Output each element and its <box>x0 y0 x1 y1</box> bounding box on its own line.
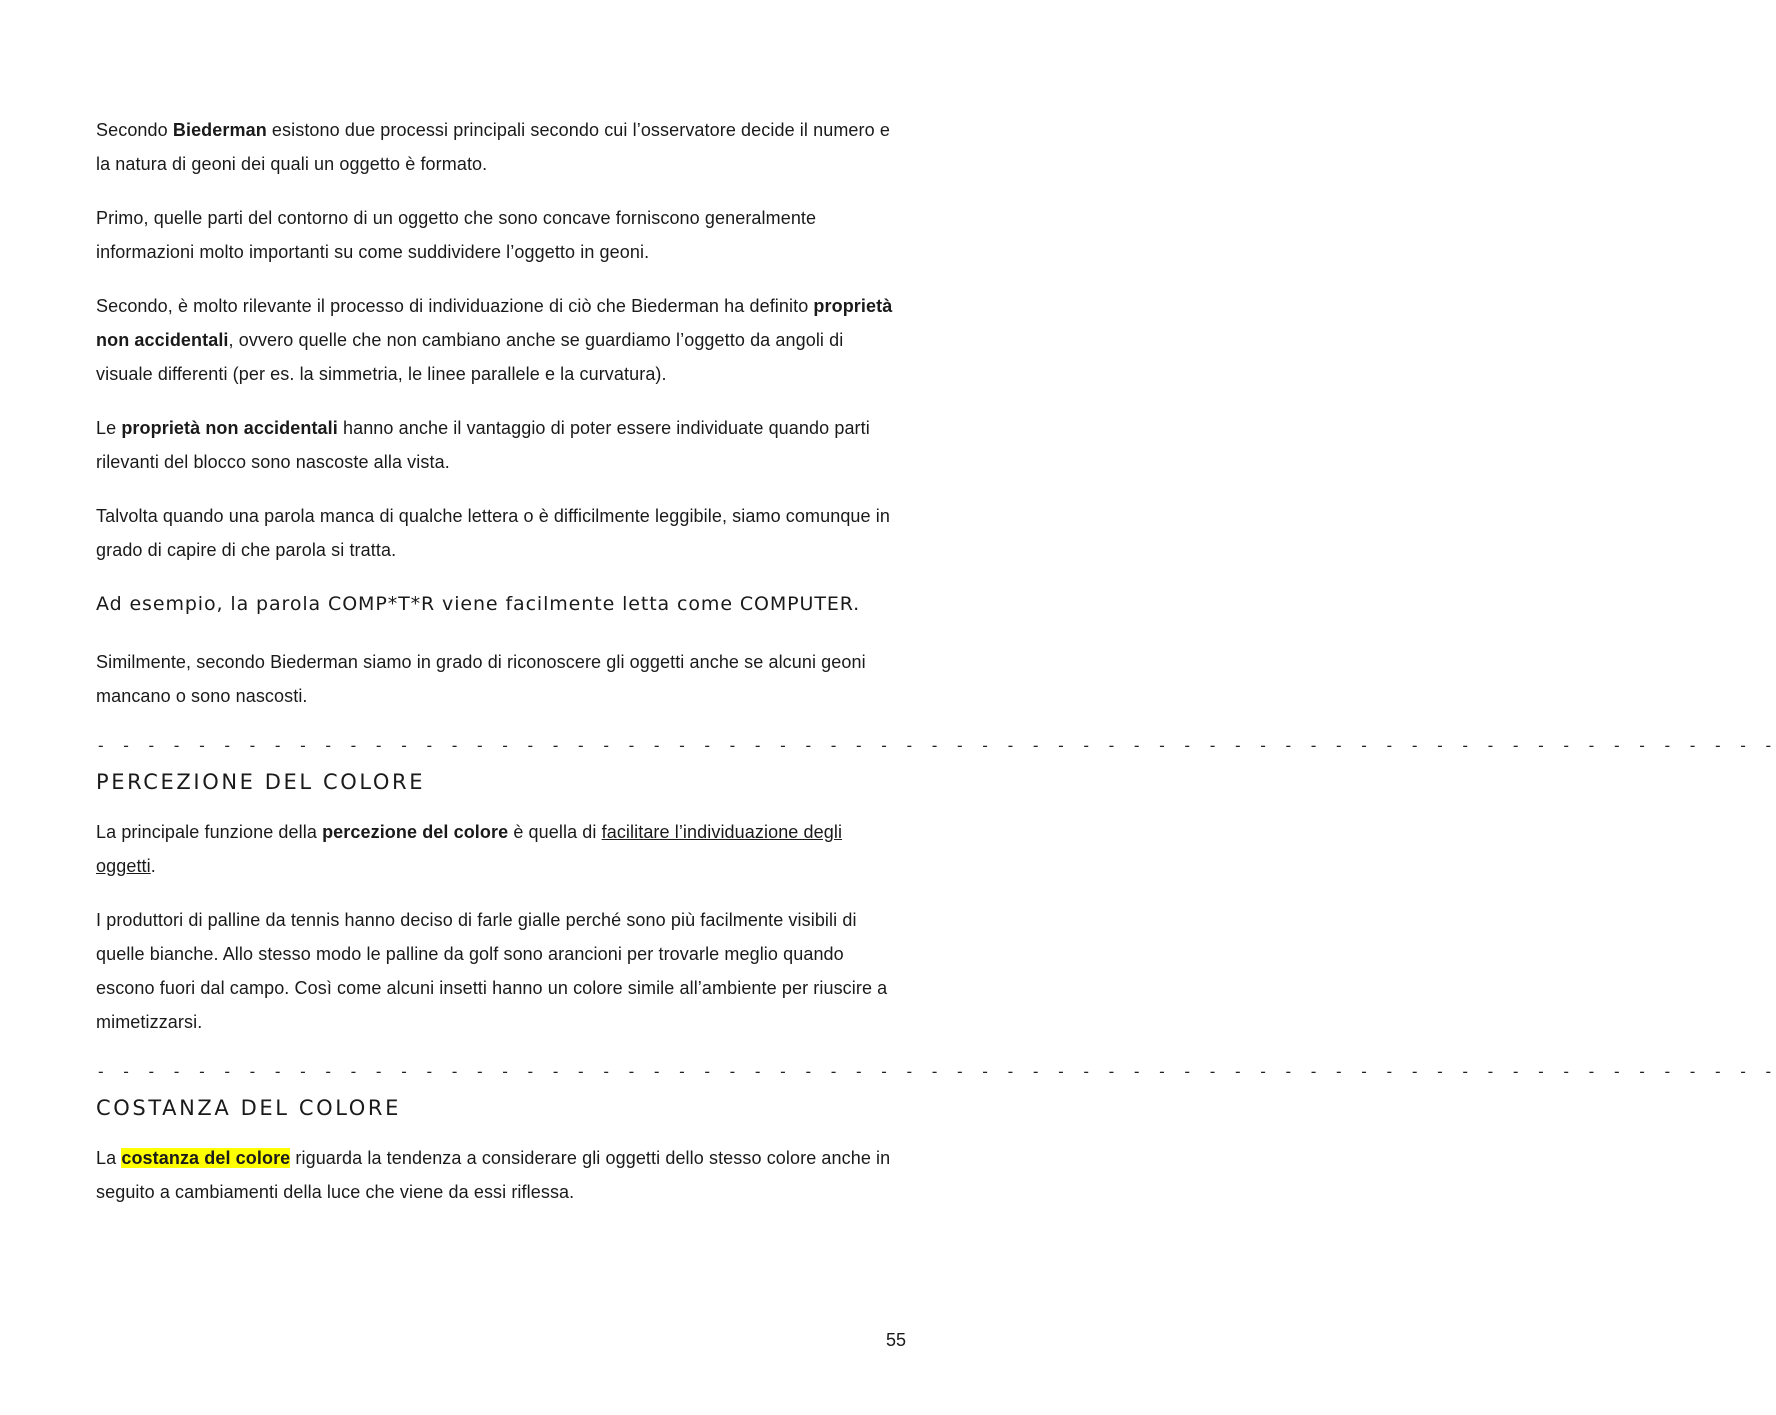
paragraph-color-constancy <box>96 1141 904 1209</box>
paragraph-tennis-balls: I produttori di palline da tennis hanno deciso di farle gialle perché sono più facilmente visibili di quelle bianche. Allo stesso modo le palline da golf sono arancioni per trovarle meglio quando escono fuori dal campo. Così come alcuni insetti hanno un colore simile all’ambiente per riuscire a mimetizzarsi. <box>96 910 888 1032</box>
heading-color-perception: PERCEZIONE DEL COLORE <box>96 770 426 794</box>
bold-term-non-accidental: proprietà non accidentali <box>121 418 338 438</box>
text-run: . <box>150 856 156 876</box>
highlighted-term-color-constancy: costanza del colore <box>121 1148 291 1168</box>
paragraph-non-accidental-properties <box>96 289 904 391</box>
text-run: , ovvero quelle che non cambiano anche se guardiamo l’oggetto da angoli di visuale differenti (per es. la simmetria, le linee parallele e la curvatura). <box>96 330 844 384</box>
dashed-divider: - - - - - - - - - - - - - - - - - - - - - - - - - - - - - - - - - - - - - - - - - - - - - - - - - - - - - - - - - - - - - - - - - - - <box>96 736 1776 755</box>
paragraph-missing-letters: Talvolta quando una parola manca di qualche lettera o è difficilmente leggibile, siamo comunque in grado di capire di che parola si tratta. <box>96 506 890 560</box>
text-run: hanno anche il vantaggio di poter essere individuate quando parti rilevanti del blocco sono nascoste alla vista. <box>96 418 870 472</box>
heading-color-constancy: COSTANZA DEL COLORE <box>96 1096 401 1120</box>
text-run: La <box>96 1148 122 1168</box>
bold-term-biederman: Biederman <box>172 120 267 140</box>
text-run: riguarda la tendenza a considerare gli oggetti dello stesso colore anche in seguito a cambiamenti della luce che viene da essi riflessa. <box>96 1148 891 1202</box>
paragraph-advantage <box>96 411 904 479</box>
paragraph-concave-parts: Primo, quelle parti del contorno di un oggetto che sono concave forniscono generalmente informazioni molto importanti su come suddividere l’oggetto in geoni. <box>96 208 817 262</box>
page-content <box>96 113 1776 1229</box>
text-run: Le <box>96 418 122 438</box>
text-run: esistono due processi principali secondo cui l’osservatore decide il numero e la natura di geoni dei quali un oggetto è formato. <box>96 120 890 174</box>
page-number: 55 <box>885 1330 906 1350</box>
text-run: è quella di <box>508 822 602 842</box>
paragraph-biederman-processes <box>96 113 904 181</box>
dashed-divider: - - - - - - - - - - - - - - - - - - - - - - - - - - - - - - - - - - - - - - - - - - - - - - - - - - - - - - - - - - - - - - - - - - - <box>96 1062 1776 1081</box>
example-computer: Ad esempio, la parola COMP*T*R viene facilmente letta come COMPUTER. <box>96 593 861 615</box>
underlined-phrase: facilitare l’individuazione degli oggetti <box>96 822 843 876</box>
paragraph-color-function <box>96 815 904 883</box>
text-run: Secondo, è molto rilevante il processo di individuazione di ciò che Biederman ha definito <box>96 296 814 316</box>
text-run: Secondo <box>96 120 173 140</box>
paragraph-missing-geons: Similmente, secondo Biederman siamo in grado di riconoscere gli oggetti anche se alcuni geoni mancano o sono nascosti. <box>96 652 866 706</box>
bold-term-non-accidental: proprietà non accidentali <box>96 296 893 350</box>
bold-term-color-perception: percezione del colore <box>322 822 509 842</box>
text-run: La principale funzione della <box>96 822 323 842</box>
